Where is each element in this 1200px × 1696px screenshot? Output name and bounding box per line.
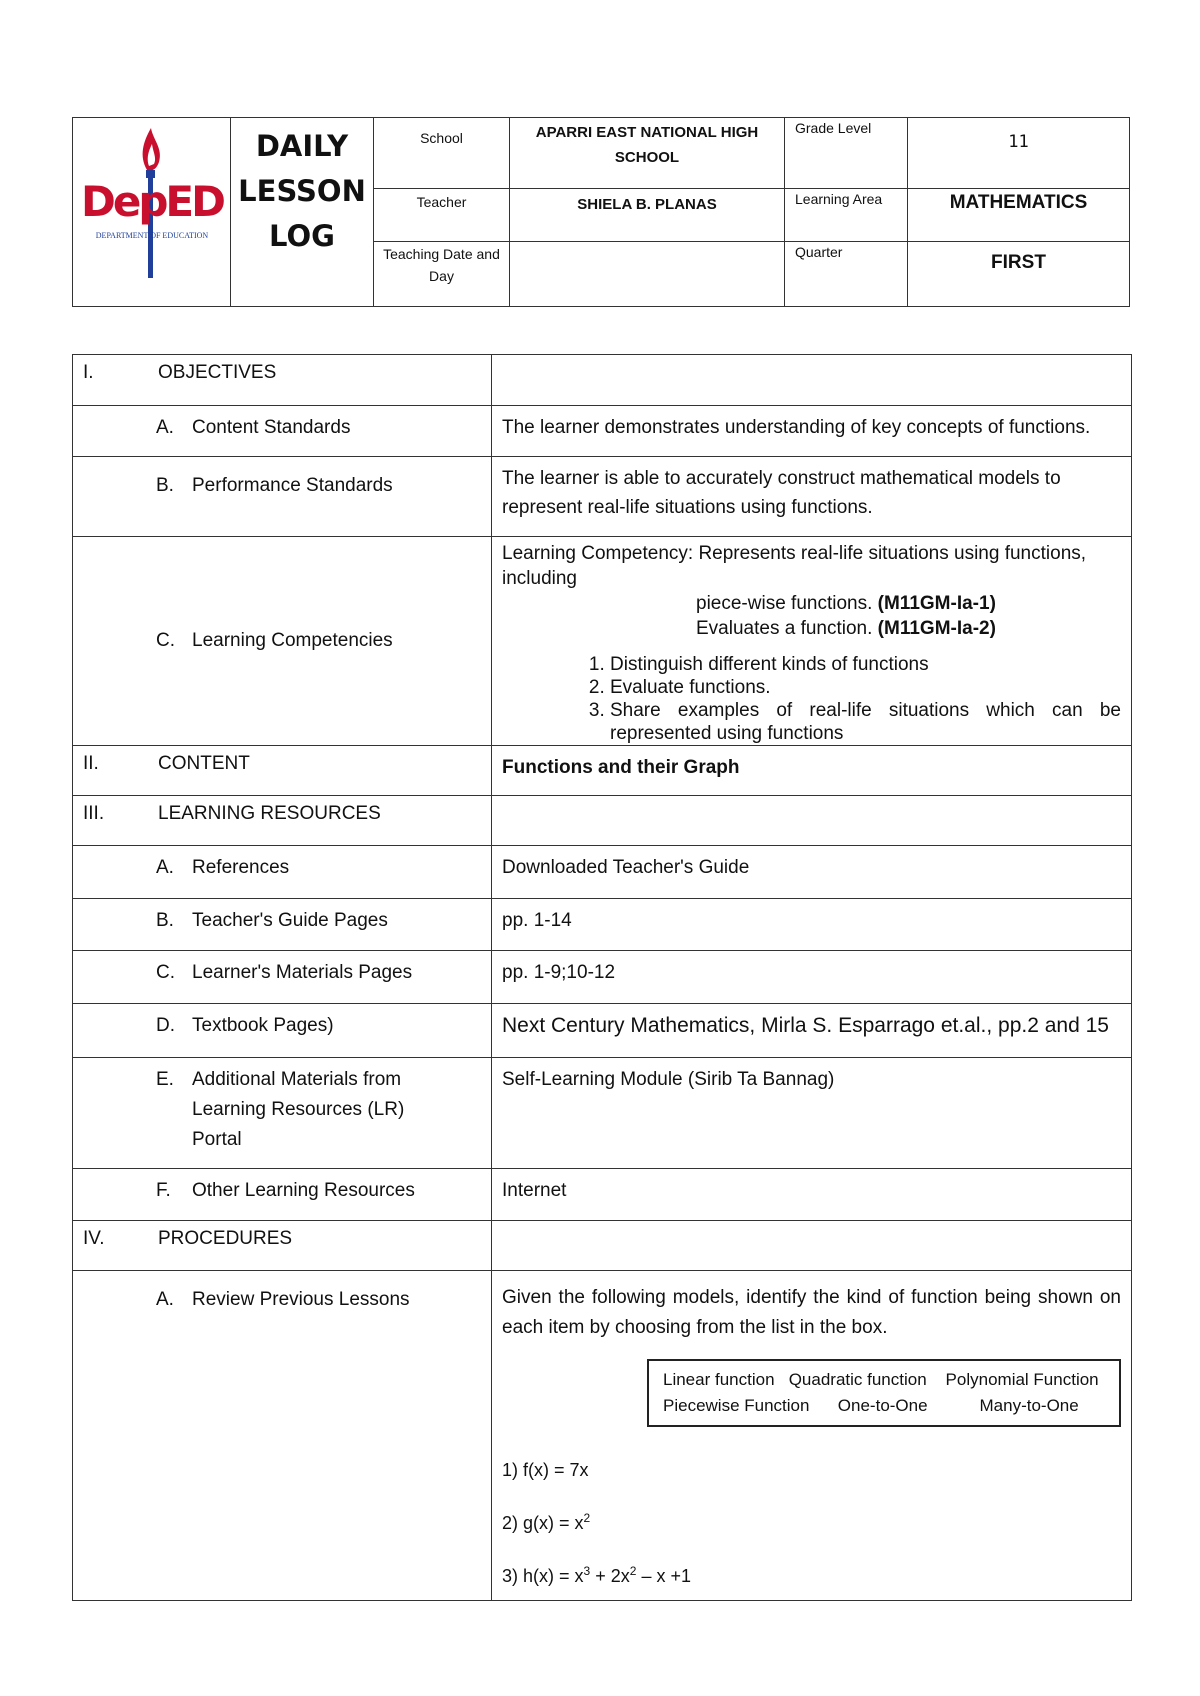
table-row: D. Textbook Pages) Next Century Mathematics, Mirla S. Esparrago et.al., pp.2 and 15	[73, 1004, 1132, 1058]
header-table	[72, 117, 1130, 307]
competency-list	[502, 653, 1121, 745]
formula-1: 1) f(x) = 7x	[502, 1460, 589, 1480]
deped-logo	[73, 118, 230, 303]
teacher-value: SHIELA B. PLANAS	[510, 189, 785, 242]
row-value: The learner is able to accurately construct mathematical models to represent real-life situations using functions.	[492, 457, 1132, 537]
table-row	[73, 796, 1132, 846]
table-row	[73, 746, 1132, 796]
review-value	[492, 1271, 1132, 1601]
section-title: OBJECTIVES	[158, 362, 277, 383]
grade-label: Grade Level	[785, 118, 908, 189]
quarter-label: Quarter	[785, 241, 908, 306]
school-label: School	[374, 118, 510, 189]
formula-2: 2) $g(x) = x^2$	[502, 1511, 591, 1533]
list-item: 3. Share examples of real-life situations which can be represented using functions	[610, 699, 1121, 745]
lesson-table	[72, 354, 1132, 1601]
row-label: Performance Standards	[192, 475, 393, 496]
row-value: Self-Learning Module (Sirib Ta Bannag)	[492, 1058, 1132, 1169]
table-row: B. Teacher's Guide Pages pp. 1-14	[73, 899, 1132, 951]
row-label: Additional Materials from Learning Resources (LR) Portal	[192, 1069, 405, 1150]
row-value: Next Century Mathematics, Mirla S. Esparrago et.al., pp.2 and 15	[492, 1004, 1132, 1058]
table-row: B. Performance Standards The learner is able to accurately construct mathematical models to represent real-life situations using functions.	[73, 457, 1132, 537]
row-label: Teacher's Guide Pages	[192, 910, 388, 931]
row-label: Review Previous Lessons	[192, 1289, 410, 1310]
area-label: Learning Area	[785, 189, 908, 242]
date-value	[510, 241, 785, 306]
logo-cell	[73, 118, 231, 307]
row-value: Functions and their Graph	[492, 746, 1132, 796]
section-title: CONTENT	[158, 753, 250, 774]
grade-value: 11	[908, 118, 1130, 189]
row-value: Internet	[492, 1169, 1132, 1221]
table-row: A. References Downloaded Teacher's Guide	[73, 846, 1132, 899]
row-label: Content Standards	[192, 417, 351, 438]
row-label: References	[192, 857, 290, 878]
row-value: pp. 1-9;10-12	[492, 951, 1132, 1004]
formula-3: 3) $h(x) = x^3 + 2x^2 - x +1$	[502, 1564, 691, 1586]
section-title: PROCEDURES	[158, 1228, 293, 1249]
logo-subtext: DEPARTMENT OF EDUCATION	[95, 231, 209, 240]
table-row: E. Additional Materials from Learning Resources (LR) Portal Self-Learning Module (Sirib Ta Bannag)	[73, 1058, 1132, 1169]
table-row	[73, 355, 1132, 406]
school-value: APARRI EAST NATIONAL HIGH SCHOOL	[510, 118, 785, 189]
section-number: III.	[83, 803, 105, 824]
section-title: LEARNING RESOURCES	[158, 803, 381, 824]
table-row	[73, 1221, 1132, 1271]
row-label: Learner's Materials Pages	[192, 962, 413, 983]
table-row: C. Learner's Materials Pages pp. 1-9;10-12	[73, 951, 1132, 1004]
date-label: Teaching Date and Day	[374, 241, 510, 306]
row-label: Textbook Pages)	[192, 1015, 334, 1036]
doc-title-cell	[231, 118, 374, 307]
list-item: 1. Distinguish different kinds of functions	[610, 653, 1121, 676]
table-row: A. Content Standards The learner demonstrates understanding of key concepts of functions.	[73, 406, 1132, 457]
row-value: Downloaded Teacher's Guide	[492, 846, 1132, 899]
row-label: Learning Competencies	[192, 630, 393, 651]
section-number: I.	[83, 362, 94, 383]
doc-title: DAILY LESSON LOG	[238, 129, 366, 253]
section-number: II.	[83, 753, 99, 774]
list-item: 2. Evaluate functions.	[610, 676, 1121, 699]
table-row: C. Learning Competencies Learning Competency: Represents real-life situations using functions, including piece-wise functions. (M11GM-Ia-1) Evaluates a function. (M11GM-Ia-2) 1. Distinguish different kinds of functions 2. Evaluate functions. 3. Share examples of real-life situations which can be represented using functions	[73, 537, 1132, 746]
teacher-label: Teacher	[374, 189, 510, 242]
table-row: A. Review Previous Lessons Given the following models, identify the kind of function being shown on each item by choosing from the list in the box. Linear function Quadratic function Polynomial Function Piecewise Function One-to-One Many-to-One 1) f(x) = 7x 2) $g(x) = x^2$ 3) $h(x) = x^3 + 2x^2 - x +1$	[73, 1271, 1132, 1601]
competencies-value: Learning Competency: Represents real-life situations using functions, including piece-wise functions. (M11GM-Ia-1) Evaluates a function. (M11GM-Ia-2) 1. Distinguish different kinds of functions 2. Evaluate functions. 3. Share examples of real-life situations which can be represented using functions	[492, 537, 1132, 746]
row-value: The learner demonstrates understanding of key concepts of functions.	[492, 406, 1132, 457]
quarter-value: FIRST	[908, 241, 1130, 306]
logo-text: DepED	[81, 177, 223, 226]
row-value: pp. 1-14	[492, 899, 1132, 951]
table-row: F. Other Learning Resources Internet	[73, 1169, 1132, 1221]
function-list-box: Linear function Quadratic function Polynomial Function Piecewise Function One-to-One Many-to-One	[647, 1359, 1121, 1427]
review-instruction: Given the following models, identify the kind of function being shown on each item by choosing from the list in the box.	[502, 1287, 1121, 1338]
area-value: MATHEMATICS	[908, 189, 1130, 242]
section-number: IV.	[83, 1228, 105, 1249]
row-label: Other Learning Resources	[192, 1180, 415, 1201]
